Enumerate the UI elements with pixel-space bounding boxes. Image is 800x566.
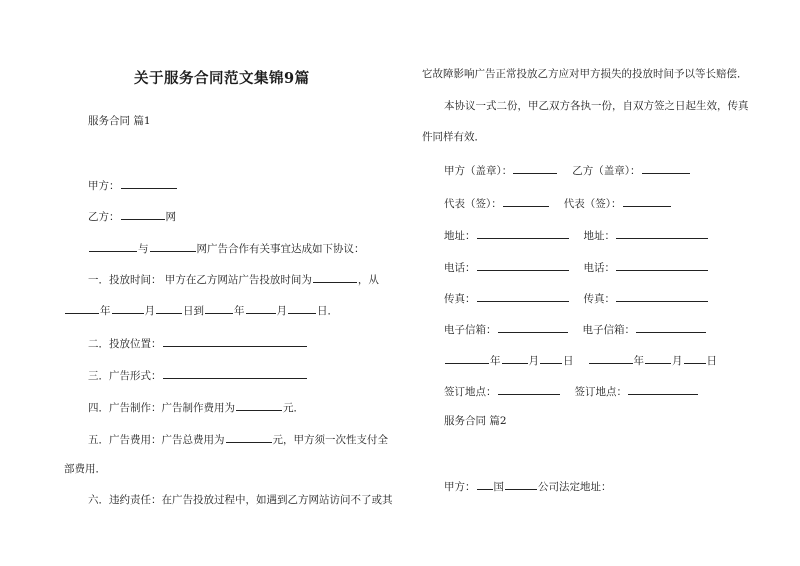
date-blank	[156, 303, 182, 314]
party-b-email-label: 电子信箱：	[582, 324, 635, 336]
agreement-clause: 本协议一式二份，甲乙双方各执一份，自双方签之日起生效，传真	[444, 100, 749, 112]
seal-line	[444, 163, 691, 178]
party-a-line	[88, 178, 178, 193]
document-title: 关于服务合同范文集锦9篇	[134, 70, 310, 87]
party-b-place-blank	[628, 384, 698, 395]
fax-line	[444, 291, 709, 306]
date-day-end-label: 日．	[317, 305, 338, 317]
intro-blank-2	[150, 241, 196, 252]
item-4-text: 四．广告制作：广告制作费用为	[88, 402, 235, 414]
party-a-place-label: 签订地点：	[444, 386, 497, 398]
party-b-suffix: 网	[165, 211, 176, 223]
item-6-line: 六．违约责任：在广告投放过程中，如遇到乙方网站访问不了或其	[88, 494, 393, 506]
section-heading-2: 服务合同 篇2	[444, 415, 507, 427]
party-a-label: 甲方：	[88, 180, 120, 192]
party-b-rep-label: 代表（签）：	[563, 198, 622, 210]
section-heading-1: 服务合同 篇1	[88, 115, 151, 127]
party-a-phone-blank	[477, 260, 569, 271]
item-4-suffix: 元．	[283, 402, 304, 414]
sign-date-line	[444, 353, 717, 368]
party-a-email-label: 电子信箱：	[444, 324, 497, 336]
clause-continued: 它故障影响广告正常投放乙方应对甲方损失的投放时间予以等长赔偿．	[422, 68, 748, 80]
item-1-suffix: ，从	[357, 274, 379, 286]
representative-line	[444, 196, 672, 211]
section-2-party-a-line	[444, 479, 612, 494]
date-range-line	[64, 303, 338, 318]
party-a-phone-label: 电话：	[444, 262, 476, 274]
party-b-seal-label: 乙方（盖章）：	[572, 165, 641, 177]
party-a-address-label: 地址：	[444, 230, 476, 242]
date-blank	[246, 303, 276, 314]
party-a-seal-label: 甲方（盖章）：	[444, 165, 513, 177]
item-5-text: 五．广告费用：广告总费用为	[88, 434, 225, 446]
date-blank	[112, 303, 144, 314]
intro-and: 与	[138, 243, 149, 255]
date-blank	[540, 353, 562, 364]
item-5-continued: 部费用．	[64, 463, 106, 475]
party-b-blank	[121, 209, 165, 220]
party-a-seal-blank	[513, 163, 557, 174]
company-blank	[505, 479, 537, 490]
party-b-place-label: 签订地点：	[574, 386, 627, 398]
date-year-label: 年	[234, 305, 245, 317]
date-blank	[502, 353, 528, 364]
legal-address-label: 公司法定地址：	[538, 481, 612, 493]
party-b-address-label: 地址：	[583, 230, 615, 242]
agreement-clause-continued: 件同样有效．	[422, 131, 485, 143]
party-b-rep-blank	[623, 196, 671, 207]
right-column	[422, 0, 782, 566]
item-1-text: 一．投放时间： 甲方在乙方网站广告投放时间为	[88, 274, 312, 286]
item-5-line	[88, 432, 388, 447]
item-5-suffix: 元，甲方须一次性支付全	[272, 434, 388, 446]
party-a-blank	[477, 479, 493, 490]
party-a-rep-blank	[503, 196, 549, 207]
country-label: 国	[493, 481, 504, 493]
intro-text: 网广告合作有关事宜达成如下协议：	[196, 243, 365, 255]
date-day-to-label: 日到	[183, 305, 204, 317]
item-4-line	[88, 400, 304, 415]
item-1-line	[88, 272, 379, 287]
date-blank	[645, 353, 671, 364]
date-year-label: 年	[100, 305, 111, 317]
item-1-blank	[313, 272, 357, 283]
item-3-text: 三．广告形式：	[88, 370, 162, 382]
date-month-label: 月	[672, 355, 683, 367]
date-blank	[288, 303, 316, 314]
date-blank	[205, 303, 233, 314]
date-month-label: 月	[528, 355, 539, 367]
party-b-email-blank	[636, 322, 706, 333]
email-line	[444, 322, 707, 337]
date-blank	[589, 353, 633, 364]
left-column	[62, 0, 402, 566]
party-b-fax-blank	[616, 291, 708, 302]
party-a-fax-label: 传真：	[444, 293, 476, 305]
item-2-blank	[163, 336, 307, 347]
date-blank	[65, 303, 99, 314]
party-a-address-blank	[477, 228, 569, 239]
party-b-seal-blank	[642, 163, 690, 174]
date-month-label: 月	[276, 305, 287, 317]
party-a-rep-label: 代表（签）：	[444, 198, 502, 210]
party-b-phone-label: 电话：	[583, 262, 615, 274]
address-line	[444, 228, 709, 243]
party-a-place-blank	[498, 384, 560, 395]
party-b-line	[88, 209, 176, 224]
party-a-label: 甲方：	[444, 481, 476, 493]
date-blank	[445, 353, 489, 364]
date-blank	[684, 353, 706, 364]
item-3-blank	[163, 368, 307, 379]
party-b-fax-label: 传真：	[583, 293, 615, 305]
date-month-label: 月	[144, 305, 155, 317]
party-a-fax-blank	[477, 291, 569, 302]
sign-place-line	[444, 384, 699, 399]
intro-blank-1	[89, 241, 137, 252]
date-day-label: 日	[563, 355, 574, 367]
party-b-label: 乙方：	[88, 211, 120, 223]
party-b-phone-blank	[616, 260, 708, 271]
phone-line	[444, 260, 709, 275]
date-day-label: 日	[706, 355, 717, 367]
date-year-label: 年	[633, 355, 644, 367]
item-4-blank	[236, 400, 282, 411]
item-2-line	[88, 336, 308, 351]
date-year-label: 年	[490, 355, 501, 367]
item-5-blank	[226, 432, 272, 443]
item-3-line	[88, 368, 308, 383]
party-a-blank	[121, 178, 177, 189]
item-2-text: 二．投放位置：	[88, 338, 162, 350]
party-b-address-blank	[616, 228, 708, 239]
intro-line	[88, 241, 365, 256]
party-a-email-blank	[498, 322, 568, 333]
